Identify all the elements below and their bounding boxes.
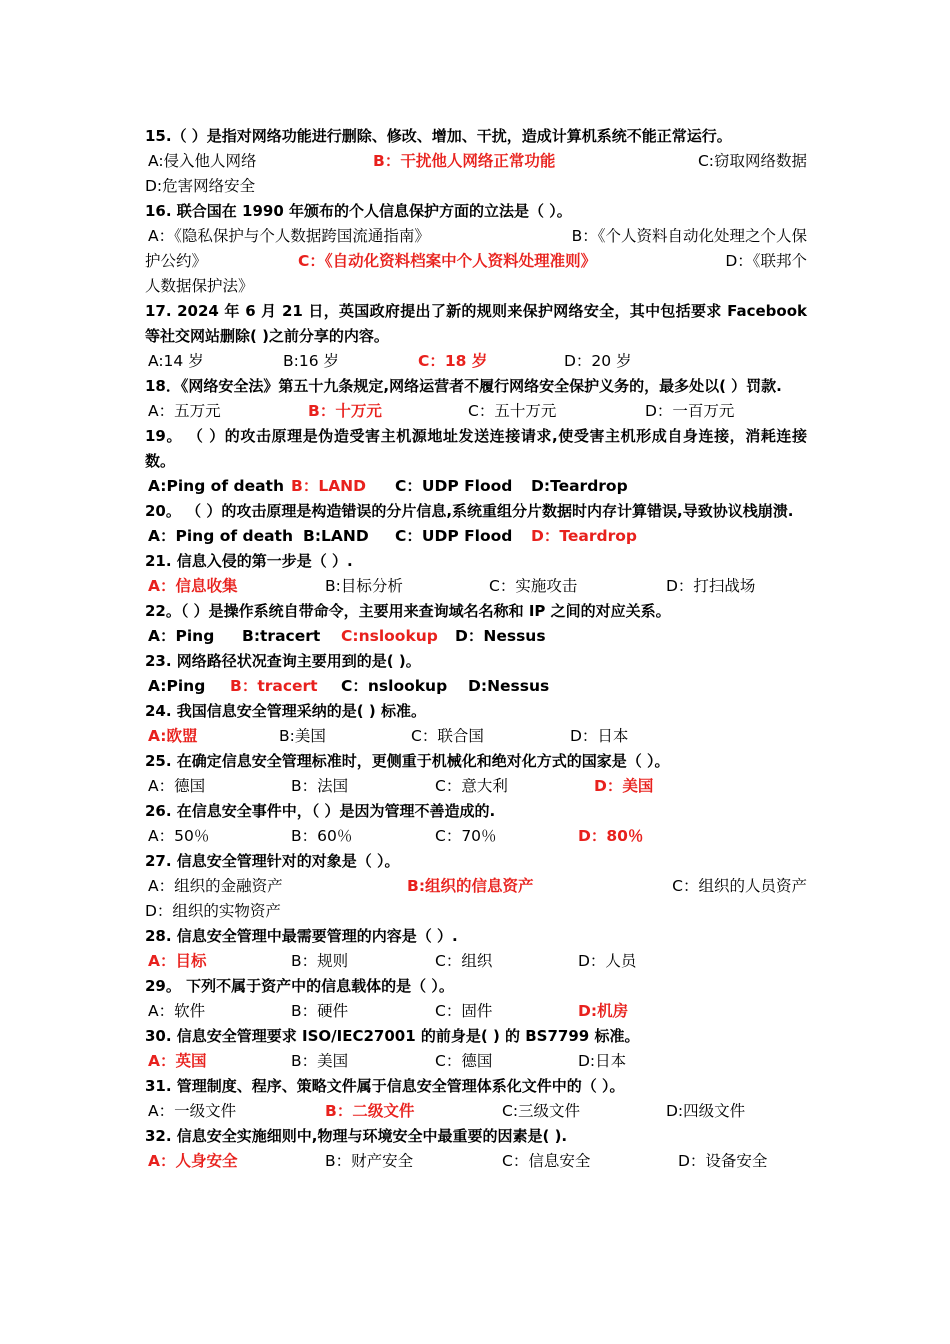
options-19 <box>145 474 807 499</box>
question-24: 24. 我国信息安全管理采纳的是( ) 标准。 <box>145 702 426 720</box>
question-16: 16. 联合国在 1990 年颁布的个人信息保护方面的立法是（ ）。 <box>145 202 572 220</box>
option-b: B:tracert <box>242 627 321 645</box>
option-b: B：财产安全 <box>325 1152 414 1170</box>
options-15 <box>145 149 807 174</box>
option-b: B：硬件 <box>291 1002 349 1020</box>
option-c: C：UDP Flood <box>395 477 513 495</box>
option-b: B：美国 <box>291 1052 349 1070</box>
option-d-answer: D：80％ <box>578 827 644 845</box>
option-a: A：50％ <box>148 827 210 845</box>
option-a: A:Ping of death <box>148 477 284 495</box>
options-25 <box>145 774 807 799</box>
question-21: 21. 信息入侵的第一步是（ ）. <box>145 552 353 570</box>
option-a-answer: A：信息收集 <box>148 577 238 595</box>
option-a-answer: A:欧盟 <box>148 727 198 745</box>
option-c: C：实施攻击 <box>489 577 578 595</box>
question-17: 17. 2024 年 6 月 21 日，英国政府提出了新的规则来保护网络安全，其中包括要求 Facebook 等社交网站删除( )之前分享的内容。 <box>145 302 807 345</box>
options-16-line2 <box>145 249 807 274</box>
question-27: 27. 信息安全管理针对的对象是（ ）。 <box>145 852 400 870</box>
option-a: A:14 岁 <box>148 352 204 370</box>
option-c: C：联合国 <box>411 727 484 745</box>
options-28 <box>145 949 807 974</box>
options-26 <box>145 824 807 849</box>
question-28: 28. 信息安全管理中最需要管理的内容是（ ）. <box>145 927 458 945</box>
option-b-answer: B:组织的信息资产 <box>407 877 534 895</box>
option-c: C：德国 <box>435 1052 493 1070</box>
question-15: 15.（ ）是指对网络功能进行删除、修改、增加、干扰，造成计算机系统不能正常运行。 <box>145 127 732 145</box>
options-31 <box>145 1099 807 1124</box>
option-b: B：60％ <box>291 827 353 845</box>
option-d-answer: D：Teardrop <box>531 527 637 545</box>
option-b-answer: B：tracert <box>230 677 318 695</box>
question-22: 22。（ ）是操作系统自带命令，主要用来查询域名名称和 IP 之间的对应关系。 <box>145 602 671 620</box>
option-d: D:Teardrop <box>531 477 628 495</box>
option-b: B:16 岁 <box>283 352 340 370</box>
question-32: 32. 信息安全实施细则中,物理与环境安全中最重要的因素是( ). <box>145 1127 568 1145</box>
question-25: 25. 在确定信息安全管理标准时，更侧重于机械化和绝对化方式的国家是（ ）。 <box>145 752 670 770</box>
option-a: A:Ping <box>148 677 206 695</box>
options-27-line2 <box>145 899 807 924</box>
option-a: A：五万元 <box>148 402 221 420</box>
option-b-answer: B：二级文件 <box>325 1102 415 1120</box>
option-d: D:四级文件 <box>666 1102 746 1120</box>
question-23: 23. 网络路径状况查询主要用到的是( )。 <box>145 652 421 670</box>
option-b-answer: B：十万元 <box>308 402 382 420</box>
option-c: C：五十万元 <box>468 402 557 420</box>
options-22 <box>145 624 807 649</box>
question-19: 19。 （ ）的攻击原理是伪造受害主机源地址发送连接请求,使受害主机形成自身连接，消耗连接数。 <box>145 427 807 470</box>
option-d: D：组织的实物资产 <box>145 902 281 920</box>
option-c: C：UDP Flood <box>395 527 513 545</box>
option-a: A:侵入他人网络 <box>148 152 257 170</box>
option-d: D：打扫战场 <box>666 577 756 595</box>
option-d: D：Nessus <box>455 627 546 645</box>
option-d: D：一百万元 <box>645 402 735 420</box>
option-c: C：nslookup <box>341 677 448 695</box>
option-d: D:危害网络安全 <box>145 177 256 195</box>
option-b-continued: 护公约》 <box>145 252 208 270</box>
option-d: D：《联邦个 <box>725 252 807 270</box>
options-30 <box>145 1049 807 1074</box>
option-b: B：法国 <box>291 777 349 795</box>
option-a: A：德国 <box>148 777 206 795</box>
question-18: 18．《网络安全法》第五十九条规定,网络运营者不履行网络安全保护义务的，最多处以( ）罚款. <box>145 377 782 395</box>
option-c: C：70％ <box>435 827 497 845</box>
options-32 <box>145 1149 807 1174</box>
option-b: B：《个人资料自动化处理之个人保 <box>571 227 807 245</box>
option-b: B:LAND <box>303 527 369 545</box>
question-29: 29。 下列不属于资产中的信息载体的是（ ）。 <box>145 977 454 995</box>
option-a: A：组织的金融资产 <box>148 877 283 895</box>
options-29 <box>145 999 807 1024</box>
options-20 <box>145 524 807 549</box>
options-16-line3 <box>145 274 807 299</box>
option-a: A：软件 <box>148 1002 206 1020</box>
question-20: 20。 （ ）的攻击原理是构造错误的分片信息,系统重组分片数据时内存计算错误,导致协议栈崩溃. <box>145 502 794 520</box>
options-24 <box>145 724 807 749</box>
option-d: D:Nessus <box>468 677 550 695</box>
option-a: A：Ping <box>148 627 215 645</box>
options-18 <box>145 399 807 424</box>
option-d: D：设备安全 <box>678 1152 768 1170</box>
option-d: D:日本 <box>578 1052 627 1070</box>
option-d: D：人员 <box>578 952 637 970</box>
option-c: C：组织 <box>435 952 493 970</box>
option-a-answer: A：人身安全 <box>148 1152 238 1170</box>
option-b-answer: B：LAND <box>291 477 367 495</box>
option-d-continued: 人数据保护法》 <box>145 277 254 295</box>
option-b: B：规则 <box>291 952 349 970</box>
option-a: A：Ping of death <box>148 527 293 545</box>
option-b: B:目标分析 <box>325 577 403 595</box>
option-b-answer: B：干扰他人网络正常功能 <box>373 152 556 170</box>
option-d-answer: D:机房 <box>578 1002 629 1020</box>
question-30: 30. 信息安全管理要求 ISO/IEC27001 的前身是( ) 的 BS7799 标准。 <box>145 1027 640 1045</box>
option-c: C：组织的人员资产 <box>672 877 807 895</box>
options-15-line2 <box>145 174 807 199</box>
option-a-answer: A：英国 <box>148 1052 207 1070</box>
option-a-answer: A：目标 <box>148 952 207 970</box>
options-27 <box>145 874 807 899</box>
option-a: A：一级文件 <box>148 1102 237 1120</box>
option-b: B:美国 <box>279 727 326 745</box>
options-16 <box>145 224 807 249</box>
option-c-answer: C：《自动化资料档案中个人资料处理准则》 <box>298 252 597 270</box>
option-c-answer: C:nslookup <box>341 627 438 645</box>
option-a: A：《隐私保护与个人数据跨国流通指南》 <box>148 227 430 245</box>
option-c: C:三级文件 <box>502 1102 581 1120</box>
option-c: C：固件 <box>435 1002 493 1020</box>
options-23 <box>145 674 807 699</box>
options-17 <box>145 349 807 374</box>
option-d: D：日本 <box>570 727 629 745</box>
option-c-answer: C：18 岁 <box>418 352 488 370</box>
option-c: C：意大利 <box>435 777 508 795</box>
options-21 <box>145 574 807 599</box>
question-list <box>145 124 807 1174</box>
option-c: C:窃取网络数据 <box>697 152 807 170</box>
option-d-answer: D：美国 <box>594 777 654 795</box>
option-d: D：20 岁 <box>564 352 632 370</box>
question-31: 31. 管理制度、程序、策略文件属于信息安全管理体系化文件中的（ ）。 <box>145 1077 625 1095</box>
option-c: C：信息安全 <box>502 1152 591 1170</box>
question-26: 26. 在信息安全事件中，（ ）是因为管理不善造成的. <box>145 802 496 820</box>
